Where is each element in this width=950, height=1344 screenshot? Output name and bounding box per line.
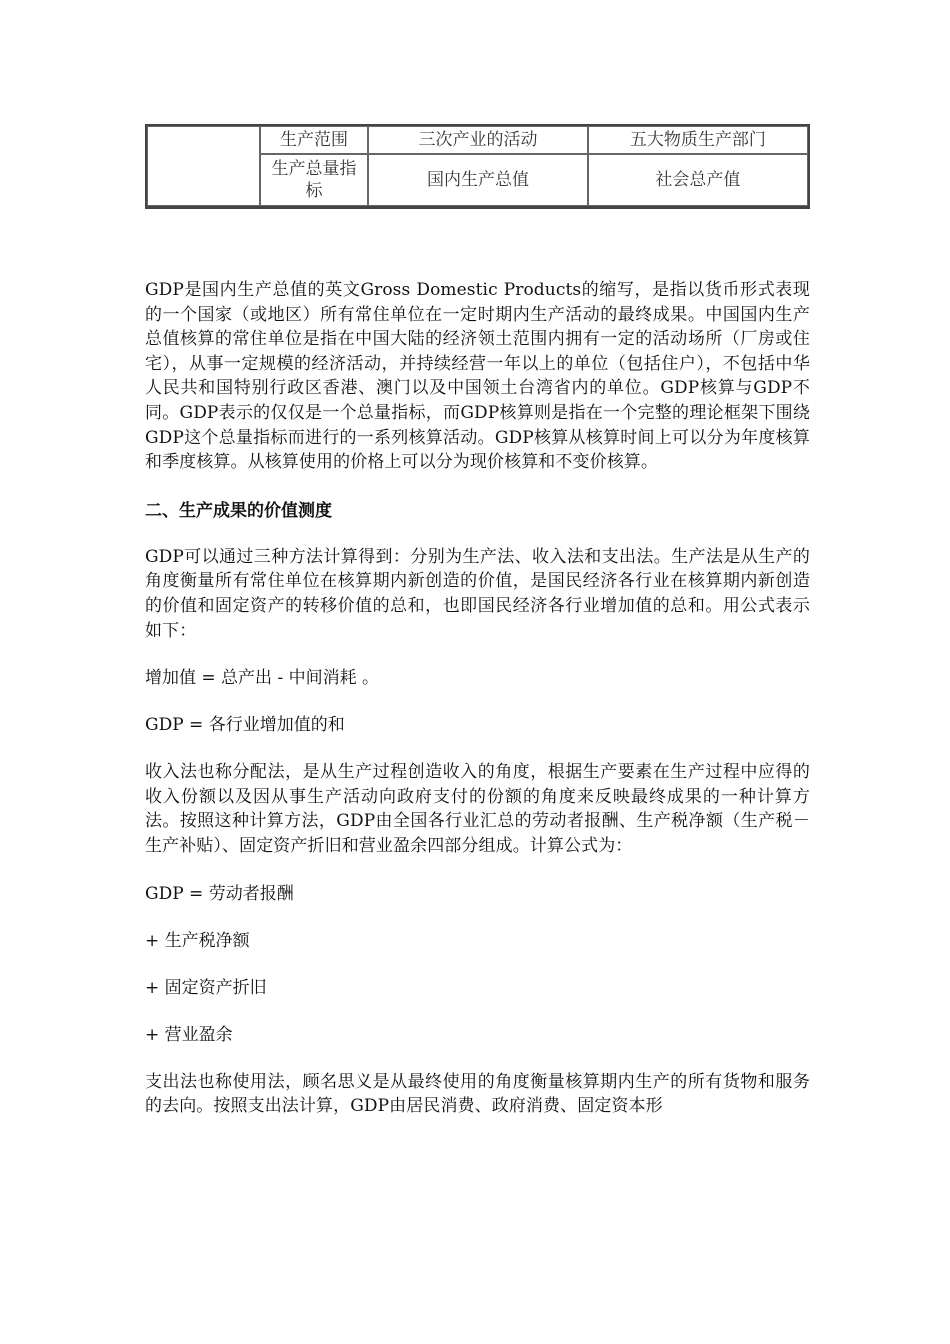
formula-income-line: + 营业盈余 bbox=[145, 1024, 233, 1045]
table-row-label: 生产范围 bbox=[260, 126, 369, 154]
table-cell: 国内生产总值 bbox=[368, 154, 587, 206]
table-blank-cell bbox=[147, 126, 260, 206]
gdp-intro-paragraph: GDP是国内生产总值的英文Gross Domestic Products的缩写，是指以货币形式表现的一个国家（或地区）所有常住单位在一定时期内生产活动的最终成果。中国国内生产总值核算的常住单位是指在中国大陆的经济领土范围内拥有一定的活动场所（厂房或住宅），从事一定规模的经济活动，并持续经营一年以上的单位（包括住户），不包括中华人民共和国特别行政区香港、澳门以及中国领土台湾省内的单位。GDP核算与GDP不同。GDP表示的仅仅是一个总量指标，而GDP核算则是指在一个完整的理论框架下围绕GDP这个总量指标而进行的一系列核算活动。GDP核算从核算时间上可以分为年度核算和季度核算。从核算使用的价格上可以分为现价核算和不变价核算。 bbox=[145, 280, 810, 473]
document-body bbox=[145, 278, 810, 1119]
formula-income-line: GDP = 劳动者报酬 bbox=[145, 883, 294, 904]
formula-value-added: 增加值 = 总产出 - 中间消耗 。 bbox=[145, 668, 380, 689]
expenditure-method-paragraph: 支出法也称使用法，顾名思义是从最终使用的角度衡量核算期内生产的所有货物和服务的去向。按照支出法计算，GDP由居民消费、政府消费、固定资本形 bbox=[145, 1071, 810, 1117]
income-method-paragraph: 收入法也称分配法，是从生产过程创造收入的角度，根据生产要素在生产过程中应得的收入份额以及因从事生产活动向政府支付的份额的角度来反映最终成果的一种计算方法。按照这种计算方法，GDP由全国各行业汇总的劳动者报酬、生产税净额（生产税－生产补贴）、固定资产折旧和营业盈余四部分组成。计算公式为： bbox=[145, 762, 810, 856]
table-cell: 五大物质生产部门 bbox=[588, 126, 808, 154]
section-heading: 二、生产成果的价值测度 bbox=[145, 500, 332, 521]
comparison-table bbox=[145, 124, 810, 209]
formula-income-line: + 固定资产折旧 bbox=[145, 977, 267, 998]
formula-gdp-sum: GDP = 各行业增加值的和 bbox=[145, 715, 345, 736]
table-row-label: 生产总量指标 bbox=[260, 154, 369, 206]
table-cell: 社会总产值 bbox=[588, 154, 808, 206]
table-row bbox=[147, 126, 808, 154]
methods-paragraph: GDP可以通过三种方法计算得到：分别为生产法、收入法和支出法。生产法是从生产的角度衡量所有常住单位在核算期内新创造的价值，是国民经济各行业在核算期内新创造的价值和固定资产的转移价值的总和，也即国民经济各行业增加值的总和。用公式表示如下： bbox=[145, 546, 810, 641]
table-cell: 三次产业的活动 bbox=[368, 126, 587, 154]
formula-income-line: + 生产税净额 bbox=[145, 930, 250, 951]
